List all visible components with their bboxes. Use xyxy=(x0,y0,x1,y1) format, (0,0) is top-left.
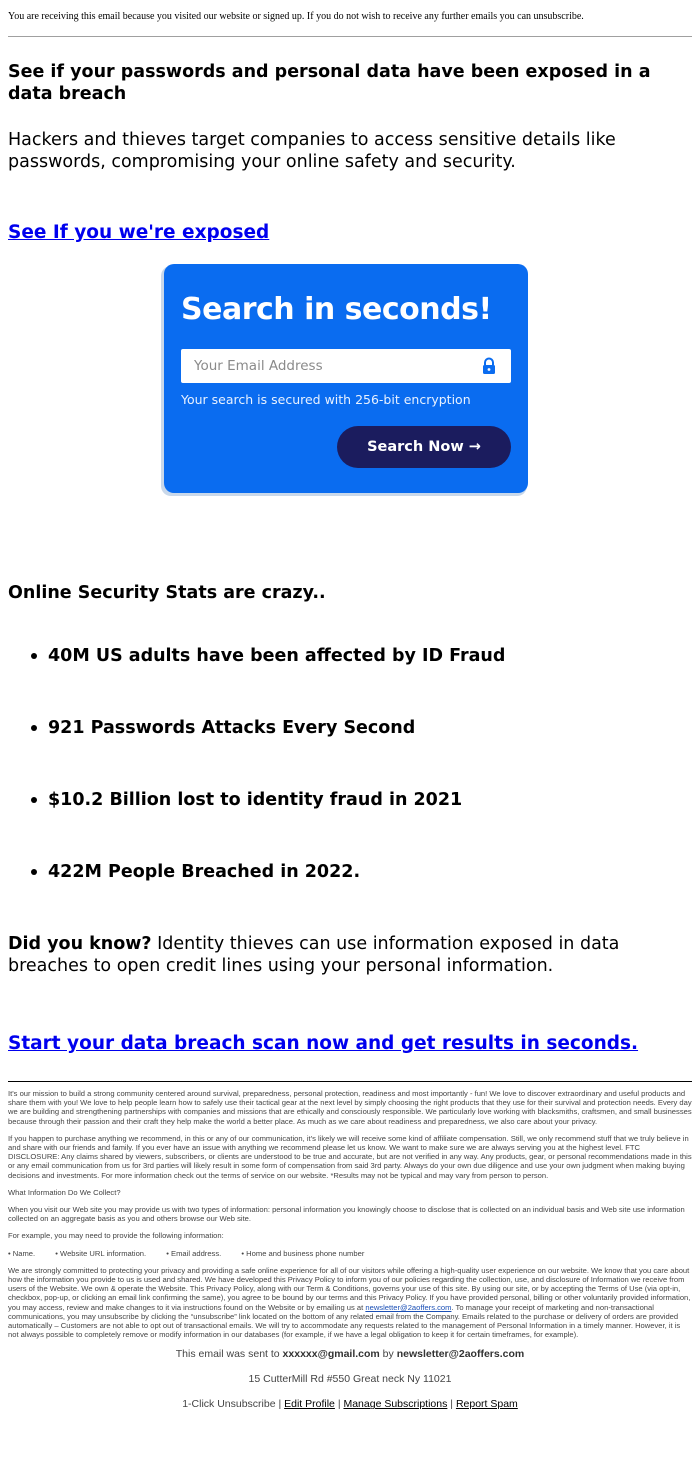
manage-subscriptions-link[interactable]: Manage Subscriptions xyxy=(343,1398,448,1411)
search-widget-title: Search in seconds! xyxy=(181,292,492,327)
footer-divider xyxy=(8,1081,692,1082)
privacy-paragraph xyxy=(8,1266,692,1340)
fine-print xyxy=(0,1089,700,1339)
example-intro: For example, you may need to provide the following information: xyxy=(8,1231,224,1241)
footer-links xyxy=(0,1398,700,1410)
one-click-unsubscribe[interactable]: 1-Click Unsubscribe xyxy=(182,1398,276,1411)
see-if-exposed-link[interactable]: See If you we're exposed xyxy=(8,222,270,243)
mailing-address: 15 CutterMill Rd #550 Great neck Ny 11021 xyxy=(248,1373,452,1386)
info-item: • Email address. xyxy=(166,1248,222,1258)
start-scan-link[interactable]: Start your data breach scan now and get results in seconds. xyxy=(8,1033,639,1054)
info-types-paragraph: When you visit our Web site you may provide us with two types of information: personal information you knowingly choose to disclose that is collected on an individual basis and Web site use information collected on an aggregate basis as you and others browse our Web site. xyxy=(8,1205,685,1224)
did-you-know xyxy=(8,933,692,977)
privacy-text-cont: . To manage your receipt of marketing and non-transactional communications, you may unsubscribe by clicking the “unsubscribe” link located on the bottom of any related email from the Company. Emails related to the purchase or delivery of orders are provided automatically – Customers are not able to opt out of transactional emails. We will try to accommodate any requests related to the management of Personal Information in a timely manner. However, it is not always possible to completely remove or modify information in our databases (for example, if we have a legal obligation to keep it for certain timeframes, for example). xyxy=(8,1302,681,1340)
stat-text: $10.2 Billion lost to identity fraud in 2021 xyxy=(48,790,463,810)
stat-text: 422M People Breached in 2022. xyxy=(48,862,361,882)
info-item: • Home and business phone number xyxy=(241,1248,365,1258)
stat-text: 921 Passwords Attacks Every Second xyxy=(48,718,416,738)
search-now-button[interactable]: Search Now → xyxy=(337,426,511,468)
bullet-icon xyxy=(31,869,37,875)
separator: | xyxy=(447,1398,456,1411)
stat-item xyxy=(8,861,692,883)
lock-icon xyxy=(481,357,497,375)
info-collect-heading: What Information Do We Collect? xyxy=(8,1187,121,1197)
mission-paragraph: It's our mission to build a strong community centered around survival, preparedness, personal protection, readiness and most importantly - fun! We love to discover extraordinary and useful products and share them with you! We love to help people learn how to safely use their tactical gear at the next level by simply choosing the right products that they use for their survival and protection needs. Every day we are building and strengthening partnerships with companies and missions that are ethically and consciously responsible. We particularly love working with blacksmiths, craftsmen, and small businesses because through their passion and their craft they help make the world a better place. As much as we care about readiness and preparedness, we also care about your privacy. xyxy=(8,1089,692,1126)
email-footer xyxy=(0,1348,700,1410)
stat-item xyxy=(8,717,692,739)
email-address-input[interactable] xyxy=(181,349,511,383)
separator: | xyxy=(334,1398,344,1411)
email-body xyxy=(0,61,700,1054)
privacy-text: We are strongly committed to protecting your privacy and providing a safe online experience for all of our visitors while offering a high-quality user experience on our website. We know that you care about how the information you provide to us is used and shared. We have developed this Privacy Policy to inform you of our policies regarding the collection, use, and disclosure of Information we receive from users of the Website. We own & operate the Website. This Privacy Policy, along with our Term & Conditions, governs your use of this site. By using our site, or by accepting the Terms of Use (via opt-in, checkbox, pop-up, or clicking an email link confirming the same), you agree to be bound by our terms and this Privacy Policy. If you have provided personal, billing or other voluntarily provided information, you may access, review and make changes to it via instructions found on the Website or by emailing us at xyxy=(8,1265,691,1312)
headline: See if your passwords and personal data have been exposed in a data breach xyxy=(8,62,651,104)
recipient-email: xxxxxx@gmail.com xyxy=(282,1348,380,1361)
edit-profile-link[interactable]: Edit Profile xyxy=(284,1398,335,1411)
stat-item xyxy=(8,789,692,811)
info-item: • Website URL information. xyxy=(55,1248,147,1258)
encryption-note: Your search is secured with 256-bit encryption xyxy=(181,392,471,407)
stats-heading: Online Security Stats are crazy.. xyxy=(8,583,326,603)
sent-prefix: This email was sent to xyxy=(175,1348,283,1361)
bullet-icon xyxy=(31,653,37,659)
stats-list xyxy=(8,645,692,883)
newsletter-email-link[interactable]: newsletter@2aoffers.com xyxy=(365,1302,452,1312)
intro-text: Hackers and thieves target companies to access sensitive details like passwords, compromising your online safety and security. xyxy=(8,130,616,172)
bullet-icon xyxy=(31,725,37,731)
sender-email: newsletter@2aoffers.com xyxy=(396,1348,525,1361)
info-item: • Name. xyxy=(8,1248,36,1258)
search-widget[interactable] xyxy=(164,264,530,494)
sent-line xyxy=(0,1348,700,1360)
stat-item xyxy=(8,645,692,667)
did-you-know-text: Identity thieves can use information exposed in data breaches to open credit lines using your personal information. xyxy=(8,934,620,976)
sent-by: by xyxy=(379,1348,397,1361)
top-divider xyxy=(8,36,692,37)
top-notice: You are receiving this email because you visited our website or signed up. If you do not wish to receive any further emails you can unsubscribe. xyxy=(8,11,584,22)
affiliate-disclosure: If you happen to purchase anything we recommend, in this or any of our communication, it's likely we will receive some kind of affiliate compensation. Still, we only recommend stuff that we truly believe in and share with our friends and family. If you ever have an issue with anything we recommend please let us know. We want to make sure we are always serving you at the highest level. FTC DISCLOSURE: Any claims shared by viewers, subscribers, or clients are understood to be true and accurate, but are not verified in any way. Any products, gear, or personal recommendations made in this or any email communication from us for 3rd parties will likely result in some form of compensation from said 3rd party. Always do your own due diligence and use your own judgment when making buying decisions and investments. For more information check out the terms of service on our website. *Results may not be typical and may vary from person to person. xyxy=(8,1133,692,1180)
report-spam-link[interactable]: Report Spam xyxy=(455,1398,518,1411)
stat-text: 40M US adults have been affected by ID Fraud xyxy=(48,646,506,666)
search-widget-panel xyxy=(164,264,528,493)
info-items xyxy=(8,1249,692,1258)
separator: | xyxy=(275,1398,285,1411)
did-you-know-label: Did you know? xyxy=(8,934,152,954)
bullet-icon xyxy=(31,797,37,803)
email-placeholder: Your Email Address xyxy=(194,358,323,374)
